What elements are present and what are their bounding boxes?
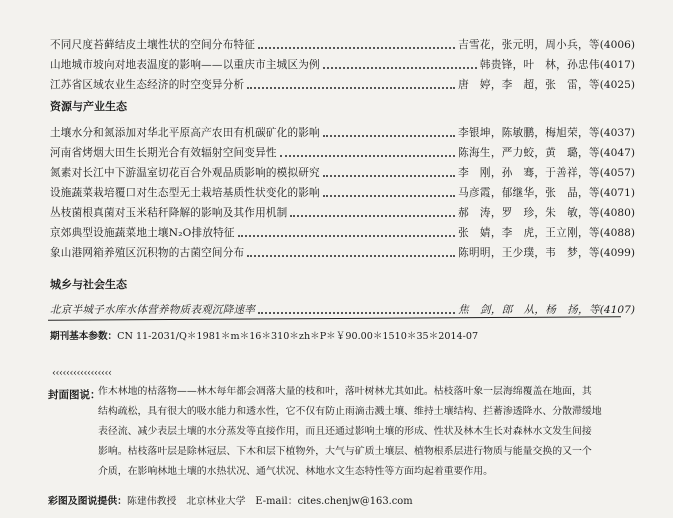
leader-dots	[323, 135, 455, 137]
entry-page: (4037)	[599, 127, 635, 139]
entry-page: (4107)	[599, 304, 635, 316]
toc-entry[interactable]	[50, 162, 635, 180]
toc-entry-highlighted[interactable]	[50, 299, 635, 317]
photo-credit	[48, 493, 413, 507]
entry-authors: 陈海生，严力蛟，黄 璐，等	[458, 147, 600, 159]
credit-value: 陈建伟教授 北京林业大学 E-mail：cites.chenjw@163.com	[127, 496, 413, 507]
entry-title: 丛枝菌根真菌对玉米秸秆降解的影响及其作用机制	[50, 207, 288, 219]
leader-dots	[323, 195, 455, 197]
toc-entry[interactable]	[50, 122, 635, 140]
entry-page: (4099)	[599, 247, 635, 259]
credit-label: 彩图及图说提供：	[48, 496, 128, 507]
leader-dots	[280, 155, 455, 157]
parameters-label: 期刊基本参数：	[50, 331, 118, 342]
leader-dots	[247, 87, 455, 89]
entry-authors: 马彦霞，郁继华，张 晶，等	[458, 187, 600, 199]
entry-authors: 陈明明，王少璞，韦 梦，等	[458, 247, 600, 259]
entry-title: 山地城市坡向对地表温度的影响——以重庆市主城区为例	[50, 59, 320, 71]
toc-entry[interactable]	[50, 242, 635, 260]
entry-title: 北京半城子水库水体营养物质表观沉降速率	[50, 304, 256, 316]
leader-dots	[323, 175, 455, 177]
entry-page: (4006)	[599, 39, 635, 51]
entry-title: 象山港网箱养殖区沉积物的古菌空间分布	[50, 247, 245, 259]
toc-entry[interactable]	[50, 74, 635, 92]
entry-title: 氮素对长江中下游温室切花百合外观品质影响的模拟研究	[50, 167, 320, 179]
entry-page: (4047)	[599, 147, 635, 159]
toc-entry[interactable]	[50, 34, 635, 52]
entry-title: 江苏省区域农业生态经济的时空变异分析	[50, 79, 245, 91]
entry-authors: 张 婧，李 虎，王立刚，等	[458, 227, 600, 239]
entry-authors: 吉雪花，张元明，周小兵，等	[458, 39, 600, 51]
toc-entry[interactable]	[50, 202, 635, 220]
parameters-value: CN 11-2031/Q＊1981＊m＊16＊310＊zh＊P＊￥90.00＊1510＊35＊2014-07	[117, 331, 479, 342]
entry-page: (4057)	[599, 167, 635, 179]
entry-page: (4017)	[599, 59, 635, 71]
leader-dots	[238, 235, 455, 237]
toc-entry[interactable]	[50, 182, 635, 200]
entry-authors: 李 刚，孙 骞，于善祥，等	[458, 167, 600, 179]
journal-parameters	[50, 328, 478, 342]
entry-title: 不同尺度苔藓结皮土壤性状的空间分布特征	[50, 39, 256, 51]
leader-dots	[290, 215, 455, 217]
entry-authors: 焦 剑，郎 从，杨 扬，等	[458, 304, 600, 316]
entry-page: (4025)	[599, 79, 635, 91]
entry-title: 河南省烤烟大田生长期光合有效辐射空间变异性	[50, 147, 277, 159]
entry-authors: 郝 涛，罗 珍，朱 敏，等	[458, 207, 600, 219]
entry-authors: 韩贵锋，叶 林，孙忠伟	[479, 59, 600, 71]
toc-entry[interactable]	[50, 222, 635, 240]
cover-caption-label: 封面图说：	[48, 389, 101, 401]
entry-page: (4071)	[599, 187, 635, 199]
entry-authors: 唐 婷，李 超，张 雷，等	[458, 79, 600, 91]
decorative-divider: ‹‹‹‹‹‹‹‹‹‹‹‹‹‹‹‹‹	[52, 368, 112, 379]
cover-caption-line: 作木林地的枯落物——林木每年都会凋落大量的枝和叶，落叶树林尤其如此。枯枝落叶象一层海绵覆盖在地面，其	[98, 386, 592, 397]
cover-caption-line: 影响。枯枝落叶层是除林冠层、下木和层下植物外，大气与矿质土壤层、植物根系层进行物质与能量交换的又一个	[98, 446, 592, 457]
entry-title: 京郊典型设施蔬菜地土壤N₂O排放特征	[50, 227, 235, 239]
leader-dots	[258, 47, 455, 49]
entry-authors: 李银坤，陈敏鹏，梅旭荣，等	[458, 127, 600, 139]
section-heading: 资源与产业生态	[50, 100, 127, 113]
cover-caption-line: 结构疏松，具有很大的吸水能力和透水性，它不仅有防止雨滴击溅土壤、维持土壤结构、拦蓄渗透降水、分散滞缓地	[98, 406, 602, 417]
cover-caption-line: 表径流、减少表层土壤的水分蒸发等直接作用，而且还通过影响土壤的形成、性状及林木生长对森林水文发生间接	[98, 426, 592, 437]
entry-title: 土壤水分和氮添加对华北平原高产农田有机碳矿化的影响	[50, 127, 320, 139]
section-heading: 城乡与社会生态	[50, 278, 127, 291]
entry-page: (4080)	[599, 207, 635, 219]
cover-caption-line: 介质，在影响林地土壤的水热状况、通气状况、林地水文生态特性等方面均起着重要作用。	[98, 466, 494, 477]
leader-dots	[247, 255, 455, 257]
leader-dots	[323, 67, 477, 69]
toc-entry[interactable]	[50, 54, 635, 72]
toc-entry[interactable]	[50, 142, 635, 160]
leader-dots	[258, 312, 455, 314]
entry-title: 设施蔬菜栽培覆口对生态型无土栽培基质性状变化的影响	[50, 187, 320, 199]
entry-page: (4088)	[599, 227, 635, 239]
